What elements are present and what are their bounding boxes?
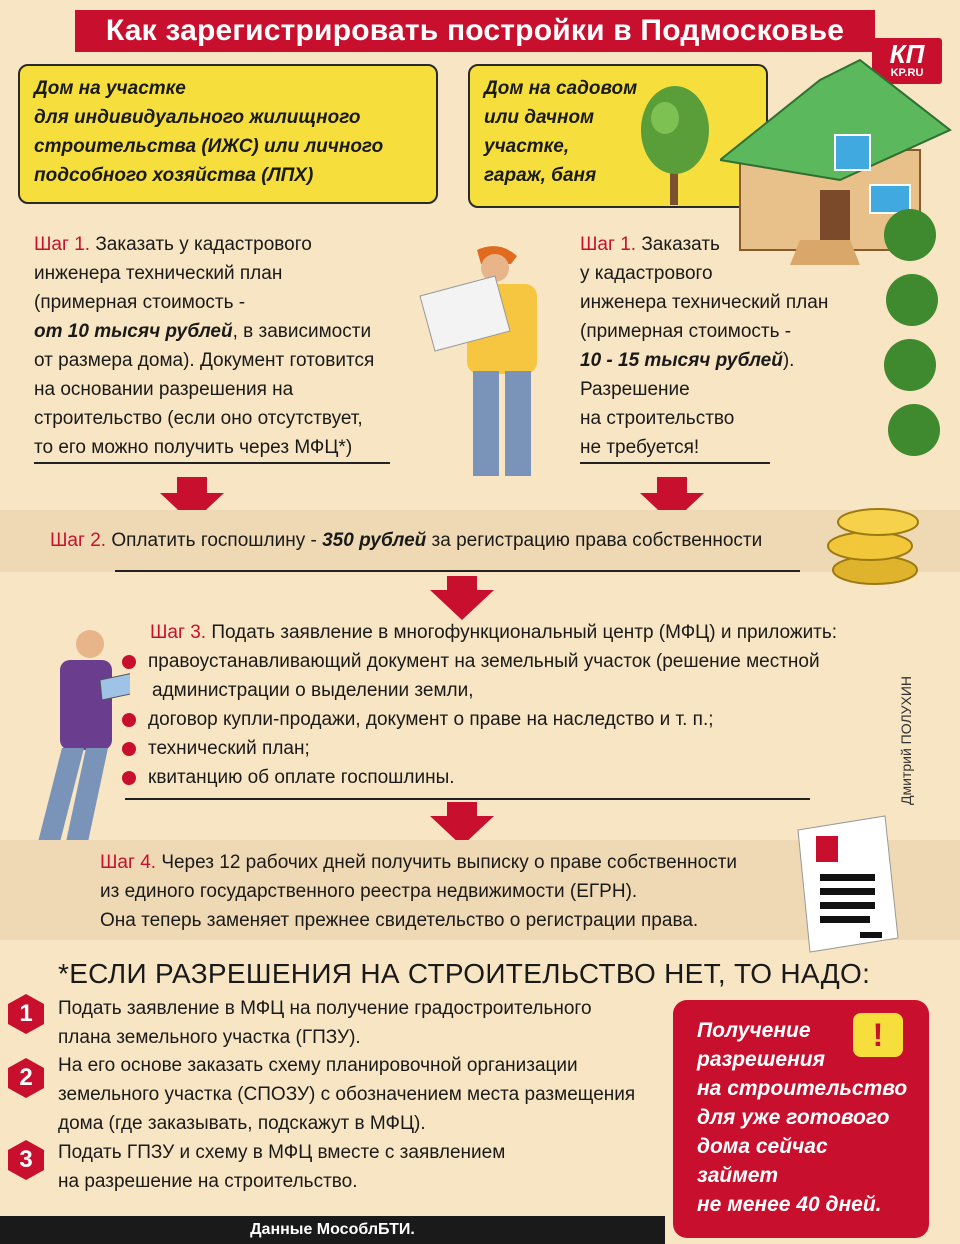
number-2-label: 2: [19, 1064, 33, 1091]
step1-right: Шаг 1. Заказать у кадастрового инженера технический план (примерная стоимость - 10 - 15 тысяч рублей). Разрешение на строительство не требуется!: [580, 234, 829, 458]
step2: Шаг 2. Оплатить госпошлину - 350 рублей за регистрацию права собственности: [50, 530, 763, 551]
kp-logo-mark: КП: [889, 39, 925, 69]
step-label: Шаг 4.: [100, 852, 157, 873]
divider: [115, 570, 800, 572]
footnote-heading: *ЕСЛИ РАЗРЕШЕНИЯ НА СТРОИТЕЛЬСТВО НЕТ, ТО НАДО:: [58, 958, 871, 989]
number-1-label: 1: [19, 1000, 33, 1027]
category-line: или дачном: [484, 107, 595, 128]
coins-illustration: [820, 500, 930, 590]
page-title: Как зарегистрировать постройки в Подмосковье: [75, 10, 875, 52]
tree-illustration: [630, 80, 720, 205]
man-illustration: [10, 620, 130, 850]
step3-list: [122, 647, 882, 792]
category-line: строительства (ИЖС) или личного: [34, 136, 384, 157]
exclamation-icon: !: [853, 1013, 903, 1057]
step-label: Шаг 2.: [50, 530, 107, 551]
bullet-icon: [122, 742, 136, 756]
bullet-icon: [122, 713, 136, 727]
category-line: подсобного хозяйства (ЛПХ): [34, 165, 314, 186]
list-item: квитанцию об оплате госпошлины.: [122, 763, 882, 792]
category-line: гараж, баня: [484, 165, 597, 186]
divider: [125, 798, 810, 800]
price-bold: 350 рублей: [322, 530, 427, 551]
divider: [34, 462, 390, 464]
list-item: технический план;: [122, 734, 882, 763]
source-credit: Данные МособлБТИ.: [0, 1216, 665, 1244]
category-line: для индивидуального жилищного: [34, 107, 361, 128]
number-3-label: 3: [19, 1146, 33, 1173]
kp-logo-site: KP.RU: [890, 67, 924, 79]
step-label: Шаг 1.: [580, 234, 637, 255]
category-line: участке,: [484, 136, 570, 157]
footnote-item-2: На его основе заказать схему планировочной организации земельного участка (СПОЗУ) с обозначением места размещения дома (где заказывать, подскажут в МФЦ).: [58, 1055, 636, 1134]
step4: Шаг 4. Через 12 рабочих дней получить выписку о праве собственности из единого государственного реестра недвижимости (ЕГРН). Она теперь заменяет прежнее свидетельство о регистрации права.: [100, 852, 738, 931]
arrow-down-icon: [177, 477, 207, 493]
divider: [580, 462, 770, 464]
arrow-down-icon: [657, 477, 687, 493]
category-line: Дом на участке: [34, 78, 186, 99]
shrubs-illustration: [880, 205, 950, 465]
footnote-item-1: Подать заявление в МФЦ на получение градостроительного плана земельного участка (ГПЗУ).: [58, 998, 592, 1048]
step1-left: Шаг 1. Заказать у кадастрового инженера технический план (примерная стоимость - от 10 тысяч рублей, в зависимости от размера дома). Документ готовится на основании разрешения на строительство (если оно отсутствует, то его можно получить через МФЦ*): [34, 234, 375, 458]
footnote-item-3: Подать ГПЗУ и схему в МФЦ вместе с заявлением на разрешение на строительство.: [58, 1142, 506, 1192]
list-item-continuation: администрации о выделении земли,: [152, 680, 474, 701]
price-bold: 10 - 15 тысяч рублей: [580, 350, 783, 371]
bullet-icon: [122, 771, 136, 785]
category-line: Дом на садовом: [484, 78, 638, 99]
author-credit: Дмитрий ПОЛУХИН: [898, 675, 914, 805]
worker-illustration: [415, 236, 555, 486]
category-box-izhs: [18, 64, 438, 204]
step-label: Шаг 1.: [34, 234, 91, 255]
list-item: правоустанавливающий документ на земельный участок (решение местной: [122, 647, 882, 676]
price-bold: от 10 тысяч рублей: [34, 321, 233, 342]
list-item: договор купли-продажи, документ о праве на наследство и т. п.;: [122, 705, 882, 734]
bullet-icon: [122, 655, 136, 669]
step-label: Шаг 3.: [150, 622, 207, 643]
step3: Шаг 3. Подать заявление в многофункциональный центр (МФЦ) и приложить:: [150, 622, 838, 643]
notice-box: Получение разрешения на строительство для уже готового дома сейчас займет не менее 40 дней.: [673, 1000, 929, 1238]
arrow-down-icon: [430, 590, 494, 620]
certificate-illustration: [790, 810, 900, 960]
